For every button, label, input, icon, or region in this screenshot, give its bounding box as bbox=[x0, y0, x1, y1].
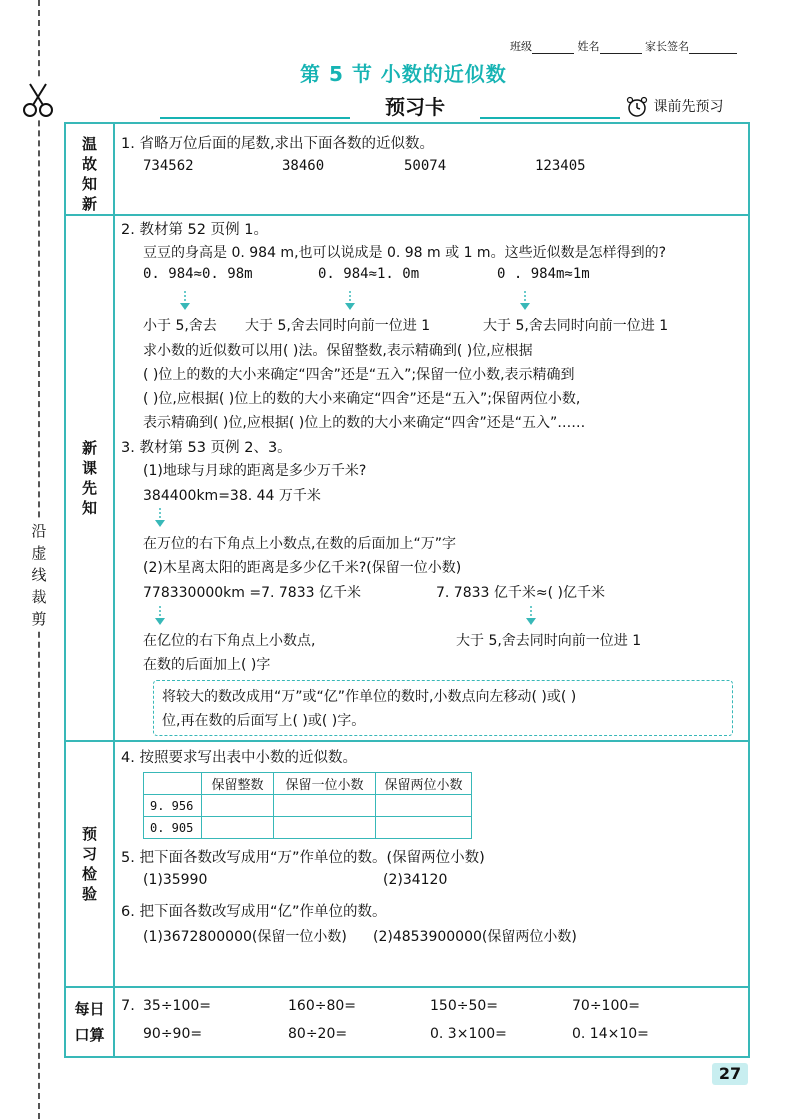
label-char: 新 bbox=[81, 195, 97, 213]
label-char: 知 bbox=[81, 175, 97, 193]
q2-approx: 0. 984≈1. 0m bbox=[318, 266, 420, 282]
alarm-clock-icon bbox=[625, 96, 649, 118]
label-char: 温 bbox=[81, 135, 97, 153]
page-number: 27 bbox=[712, 1063, 748, 1085]
class-field[interactable] bbox=[532, 41, 574, 54]
q5-item: (1)35990 bbox=[143, 872, 208, 888]
q3-note2c: 大于 5,舍去同时向前一位进 1 bbox=[456, 633, 642, 649]
arrow-down-icon bbox=[153, 606, 167, 626]
section-new-lesson bbox=[66, 438, 113, 518]
student-info bbox=[510, 38, 737, 54]
table-header: 保留两位小数 bbox=[376, 773, 472, 795]
cut-instruction bbox=[24, 520, 54, 630]
label-char: 口算 bbox=[74, 1026, 105, 1044]
q2-note: 小于 5,舍去 bbox=[143, 318, 217, 334]
q1-number: 123405 bbox=[535, 158, 586, 174]
approx-table bbox=[143, 772, 472, 839]
answer-cell[interactable] bbox=[274, 817, 376, 839]
label-divider bbox=[113, 122, 115, 1058]
row-divider-3 bbox=[64, 986, 750, 988]
preview-text: 课前先预习 bbox=[653, 99, 724, 115]
q3-prompt: 3. 教材第 53 页例 2、3。 bbox=[121, 440, 292, 456]
cut-char: 裁 bbox=[31, 588, 47, 606]
table-header-row bbox=[144, 773, 472, 795]
q3-note2b[interactable]: 在数的后面加上( )字 bbox=[143, 657, 271, 673]
label-char: 验 bbox=[81, 885, 97, 903]
q2-note: 大于 5,舍去同时向前一位进 1 bbox=[483, 318, 669, 334]
q2-approx: 0. 984≈0. 98m bbox=[143, 266, 253, 282]
label-char: 故 bbox=[81, 155, 97, 173]
q7-item[interactable]: 0. 3×100= bbox=[430, 1026, 507, 1042]
q1-number: 734562 bbox=[143, 158, 194, 174]
q5-item: (2)34120 bbox=[383, 872, 448, 888]
class-label: 班级 bbox=[510, 40, 532, 53]
title-rule-left bbox=[160, 117, 350, 119]
cut-char: 线 bbox=[31, 566, 47, 584]
answer-cell[interactable] bbox=[376, 795, 472, 817]
q6-item: (2)4853900000(保留两位小数) bbox=[373, 929, 577, 945]
q7-item[interactable]: 90÷90= bbox=[143, 1026, 203, 1042]
parent-sign-field[interactable] bbox=[689, 41, 737, 54]
q2-line1: 豆豆的身高是 0. 984 m,也可以说成是 0. 98 m 或 1 m。这些近似数是怎样得到的? bbox=[143, 245, 667, 261]
label-char: 每日 bbox=[74, 1000, 105, 1018]
label-char: 习 bbox=[81, 845, 97, 863]
q2-fill[interactable]: ( )位上的数的大小来确定“四舍”还是“五入”;保留一位小数,表示精确到 bbox=[143, 367, 575, 383]
q1-number: 38460 bbox=[282, 158, 325, 174]
q2-fill[interactable]: 表示精确到( )位,应根据( )位上的数的大小来确定“四舍”还是“五入”…… bbox=[143, 415, 586, 431]
table-row bbox=[144, 817, 472, 839]
table-header: 保留一位小数 bbox=[274, 773, 376, 795]
label-char: 先 bbox=[81, 479, 97, 497]
table-corner bbox=[144, 773, 202, 795]
q7-item[interactable]: 35÷100= bbox=[143, 998, 211, 1014]
q1-prompt: 1. 省略万位后面的尾数,求出下面各数的近似数。 bbox=[121, 136, 435, 152]
row-divider-2 bbox=[64, 740, 750, 742]
cut-char: 剪 bbox=[31, 610, 47, 628]
label-char: 知 bbox=[81, 499, 97, 517]
answer-cell[interactable] bbox=[274, 795, 376, 817]
q7-item[interactable]: 80÷20= bbox=[288, 1026, 348, 1042]
arrow-down-icon bbox=[153, 508, 167, 528]
row-value: 0. 905 bbox=[144, 817, 202, 839]
q3-note1: 在万位的右下角点上小数点,在数的后面加上“万”字 bbox=[143, 536, 456, 552]
section-title: 第 5 节 小数的近似数 bbox=[300, 62, 507, 86]
label-char: 新 bbox=[81, 439, 97, 457]
answer-cell[interactable] bbox=[376, 817, 472, 839]
q7-item[interactable]: 150÷50= bbox=[430, 998, 498, 1014]
scissors-icon bbox=[20, 80, 56, 120]
q6-prompt: 6. 把下面各数改写成用“亿”作单位的数。 bbox=[121, 904, 387, 920]
row-divider-1 bbox=[64, 214, 750, 216]
q2-fill[interactable]: ( )位,应根据( )位上的数的大小来确定“四舍”还是“五入”;保留两位小数, bbox=[143, 391, 581, 407]
tip-line[interactable]: 将较大的数改成用“万”或“亿”作单位的数时,小数点向左移动( )或( ) bbox=[162, 689, 577, 705]
answer-cell[interactable] bbox=[202, 817, 274, 839]
q7-label: 7. bbox=[121, 998, 135, 1014]
answer-cell[interactable] bbox=[202, 795, 274, 817]
arrow-down-icon bbox=[518, 291, 532, 311]
q2-fill[interactable]: 求小数的近似数可以用( )法。保留整数,表示精确到( )位,应根据 bbox=[143, 343, 533, 359]
q3-sub1: (1)地球与月球的距离是多少万千米? bbox=[143, 463, 367, 479]
q3-calc2a: 778330000km =7. 7833 亿千米 bbox=[143, 585, 361, 601]
q2-approx: 0 . 984m≈1m bbox=[497, 266, 590, 282]
label-char: 课 bbox=[81, 459, 97, 477]
cut-char: 沿 bbox=[31, 522, 47, 540]
label-char: 检 bbox=[81, 865, 97, 883]
q6-item: (1)3672800000(保留一位小数) bbox=[143, 929, 347, 945]
q7-item[interactable]: 70÷100= bbox=[572, 998, 640, 1014]
q4-prompt: 4. 按照要求写出表中小数的近似数。 bbox=[121, 750, 357, 766]
q3-calc2b[interactable]: 7. 7833 亿千米≈( )亿千米 bbox=[436, 585, 605, 601]
arrow-down-icon bbox=[524, 606, 538, 626]
name-field[interactable] bbox=[600, 41, 642, 54]
q3-sub2: (2)木星离太阳的距离是多少亿千米?(保留一位小数) bbox=[143, 560, 462, 576]
section-review bbox=[66, 134, 113, 214]
title-rule-right bbox=[480, 117, 620, 119]
q1-number: 50074 bbox=[404, 158, 447, 174]
label-char: 预 bbox=[81, 825, 97, 843]
preview-badge bbox=[625, 96, 723, 118]
tip-line[interactable]: 位,再在数的后面写上( )或( )字。 bbox=[162, 713, 366, 729]
row-value: 9. 956 bbox=[144, 795, 202, 817]
card-title bbox=[365, 90, 465, 124]
q7-item[interactable]: 160÷80= bbox=[288, 998, 356, 1014]
q2-note: 大于 5,舍去同时向前一位进 1 bbox=[245, 318, 431, 334]
parent-sign-label: 家长签名 bbox=[645, 40, 689, 53]
q2-prompt: 2. 教材第 52 页例 1。 bbox=[121, 222, 268, 238]
section-check bbox=[66, 824, 113, 904]
q3-calc1: 384400km=38. 44 万千米 bbox=[143, 488, 321, 504]
arrow-down-icon bbox=[178, 291, 192, 311]
q7-item[interactable]: 0. 14×10= bbox=[572, 1026, 649, 1042]
table-header: 保留整数 bbox=[202, 773, 274, 795]
table-row bbox=[144, 795, 472, 817]
cut-char: 虚 bbox=[31, 544, 47, 562]
arrow-down-icon bbox=[343, 291, 357, 311]
q3-note2a: 在亿位的右下角点上小数点, bbox=[143, 633, 316, 649]
q5-prompt: 5. 把下面各数改写成用“万”作单位的数。(保留两位小数) bbox=[121, 850, 485, 866]
section-daily bbox=[66, 996, 113, 1048]
card-title-text: 预习卡 bbox=[385, 95, 445, 119]
name-label: 姓名 bbox=[577, 40, 600, 53]
